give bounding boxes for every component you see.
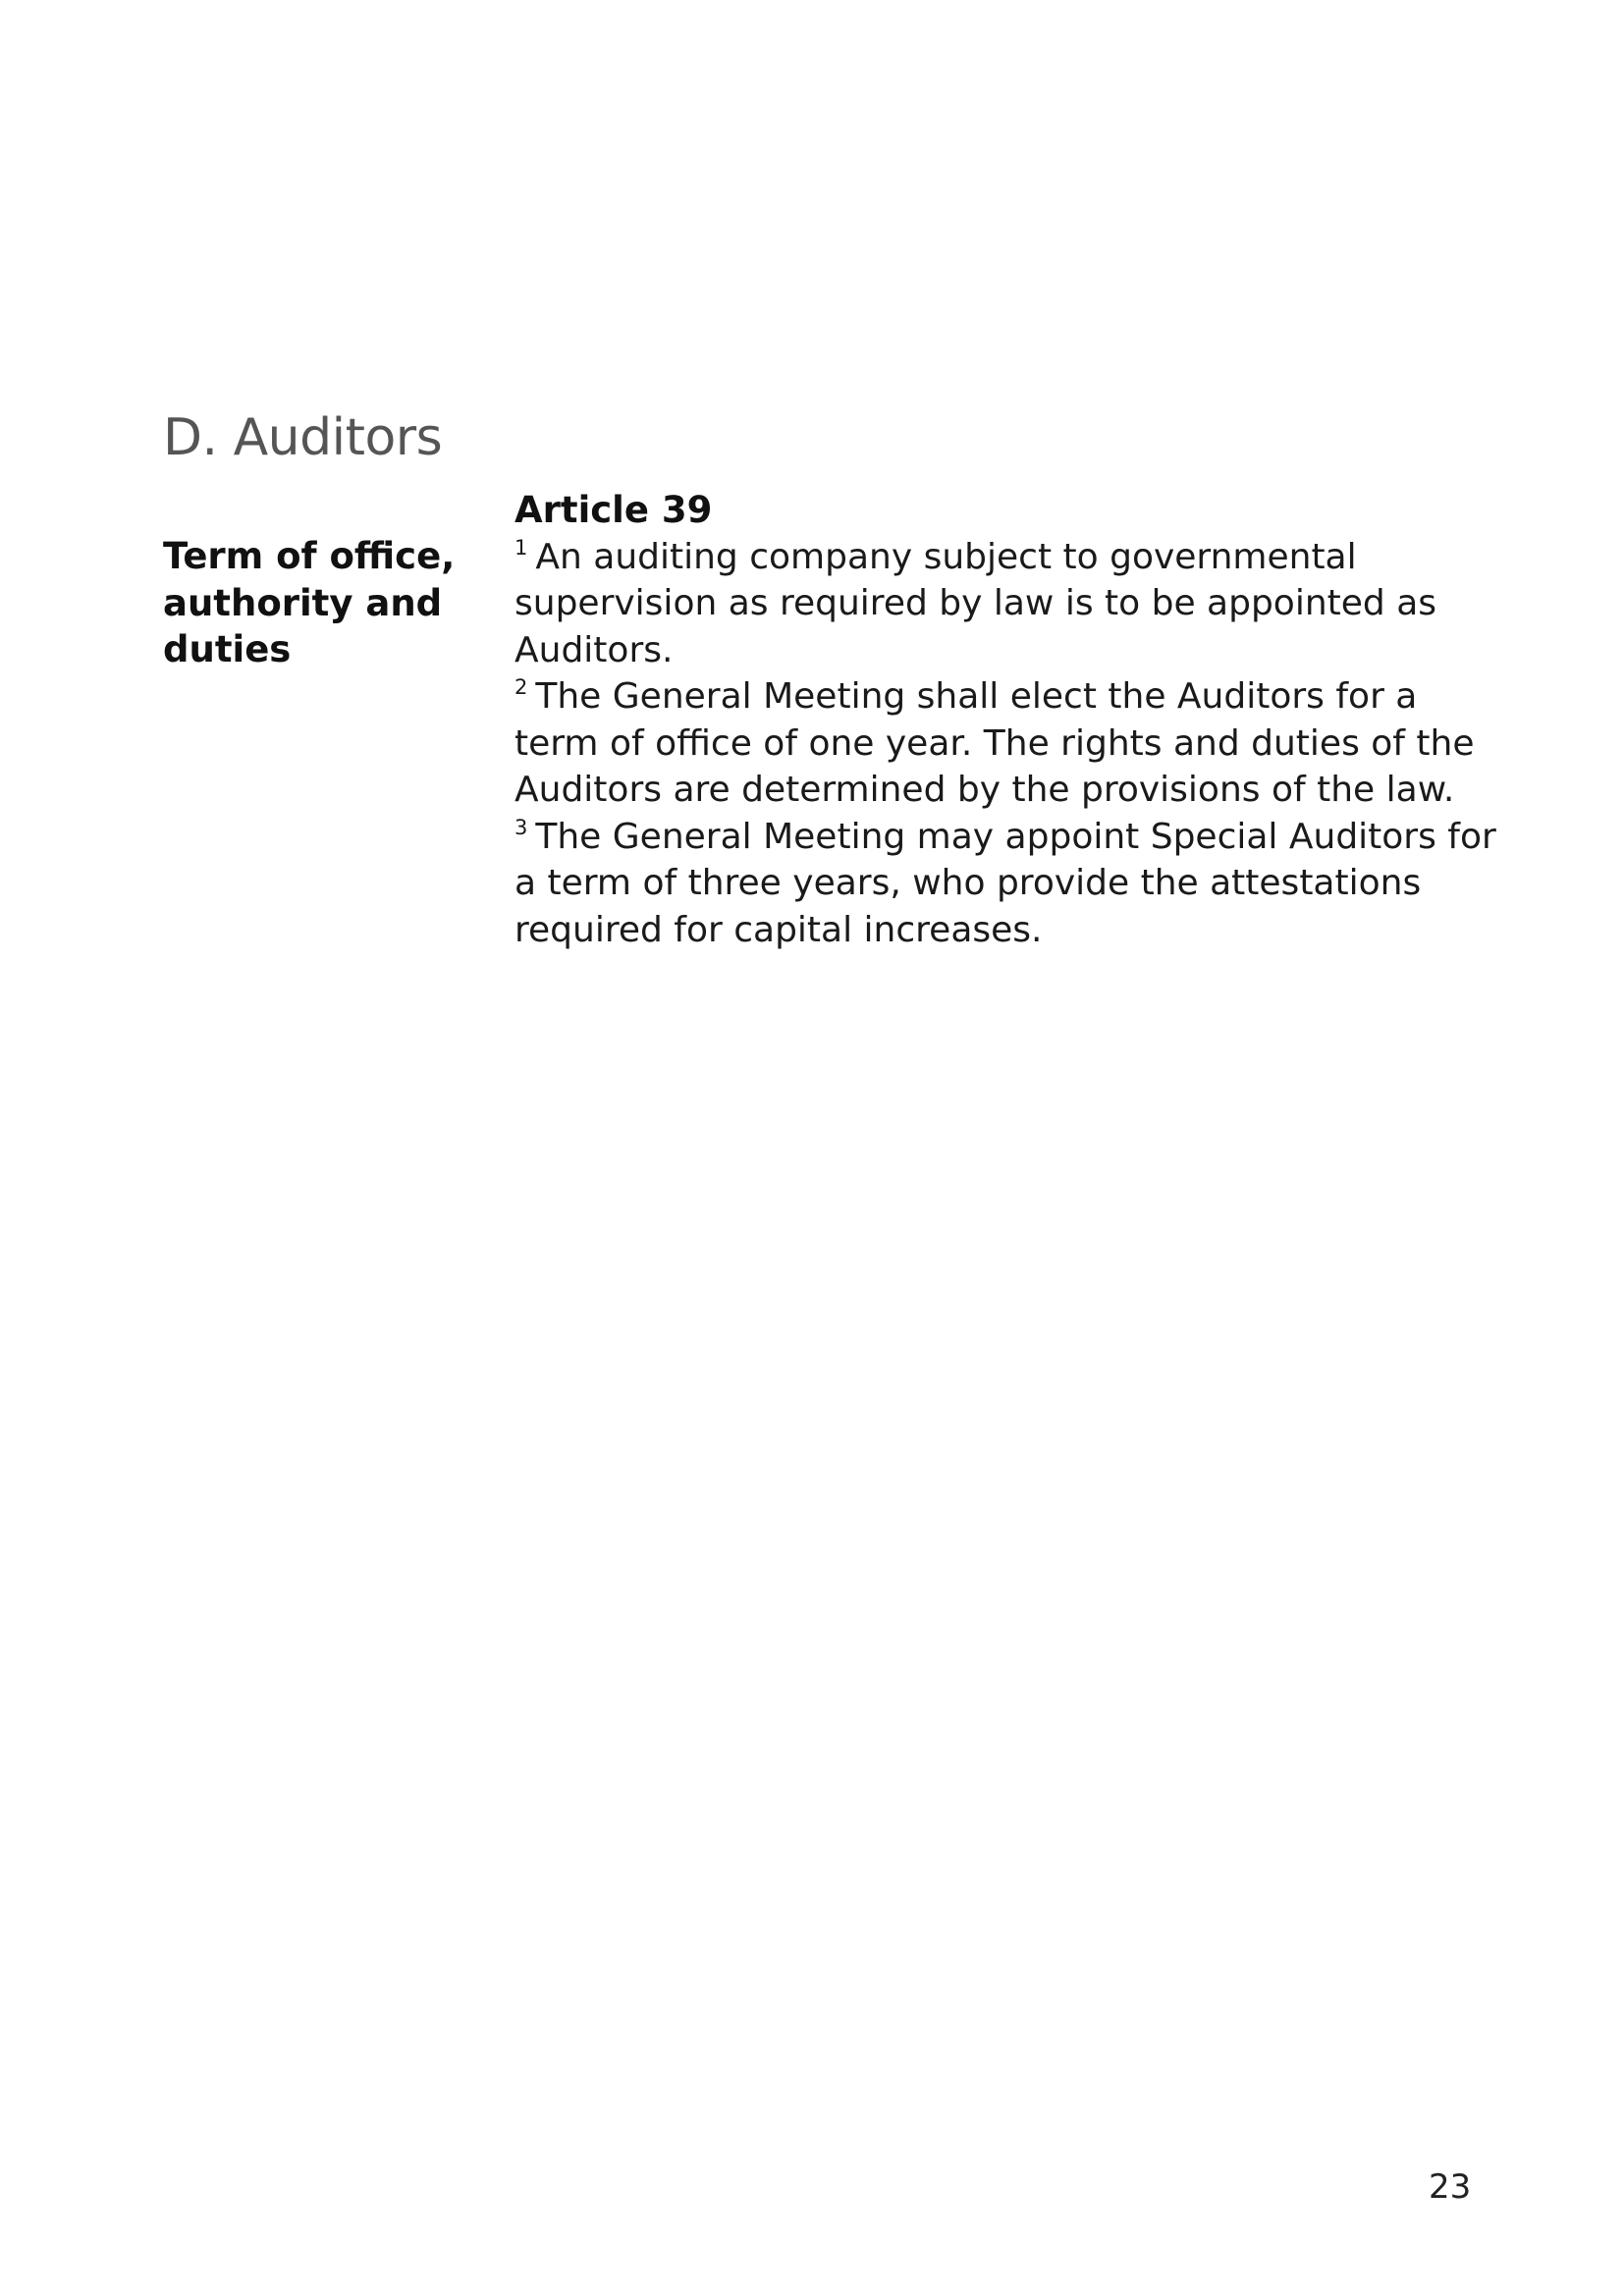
paragraph-text: The General Meeting shall elect the Auditors for a term of office of one year. The rights and duties of the Auditors are determined by the provisions of the law. (514, 676, 1475, 810)
margin-heading (163, 533, 487, 673)
section-title: D. Auditors (163, 407, 443, 467)
paragraph-text: An auditing company subject to governmental supervision as required by law is to be appointed as Auditors. (514, 536, 1437, 670)
paragraph-text: The General Meeting may appoint Special Auditors for a term of three years, who provide the attestations required for capital increases. (514, 816, 1496, 950)
paragraph-number: 2 (514, 675, 528, 699)
margin-heading-line: Term of office, (163, 535, 456, 577)
article-paragraph-3 (514, 814, 1496, 954)
paragraph-number: 1 (514, 535, 528, 560)
article-block (514, 487, 1496, 953)
margin-heading-line: authority and (163, 581, 443, 624)
article-title: Article 39 (514, 489, 713, 531)
paragraph-number: 3 (514, 815, 528, 839)
margin-heading-line: duties (163, 628, 292, 670)
article-paragraph-1 (514, 534, 1496, 674)
article-paragraph-2 (514, 673, 1496, 814)
page-number: 23 (1429, 2167, 1472, 2207)
